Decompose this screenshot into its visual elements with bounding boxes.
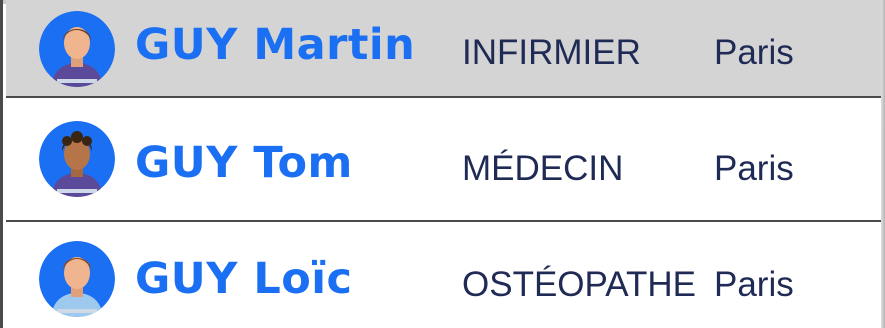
practitioner-row-tom[interactable] bbox=[6, 98, 885, 222]
list-right-edge bbox=[881, 0, 885, 328]
man-avatar-icon bbox=[39, 11, 115, 87]
practitioner-city: Paris bbox=[714, 265, 794, 304]
practitioner-city: Paris bbox=[714, 33, 794, 72]
practitioner-name[interactable]: GUY Tom bbox=[135, 138, 353, 188]
practitioner-row-loic[interactable] bbox=[6, 222, 885, 328]
practitioner-row-martin[interactable] bbox=[6, 0, 885, 98]
practitioner-name[interactable]: GUY Martin bbox=[135, 20, 416, 70]
man-curly-avatar-icon bbox=[39, 121, 115, 197]
practitioner-profession: OSTÉOPATHE bbox=[462, 265, 697, 304]
practitioner-profession: INFIRMIER bbox=[462, 33, 641, 72]
practitioner-profession: MÉDECIN bbox=[462, 149, 624, 188]
practitioner-city: Paris bbox=[714, 149, 794, 188]
practitioner-name[interactable]: GUY Loïc bbox=[135, 254, 353, 304]
man-light-avatar-icon bbox=[39, 241, 115, 317]
